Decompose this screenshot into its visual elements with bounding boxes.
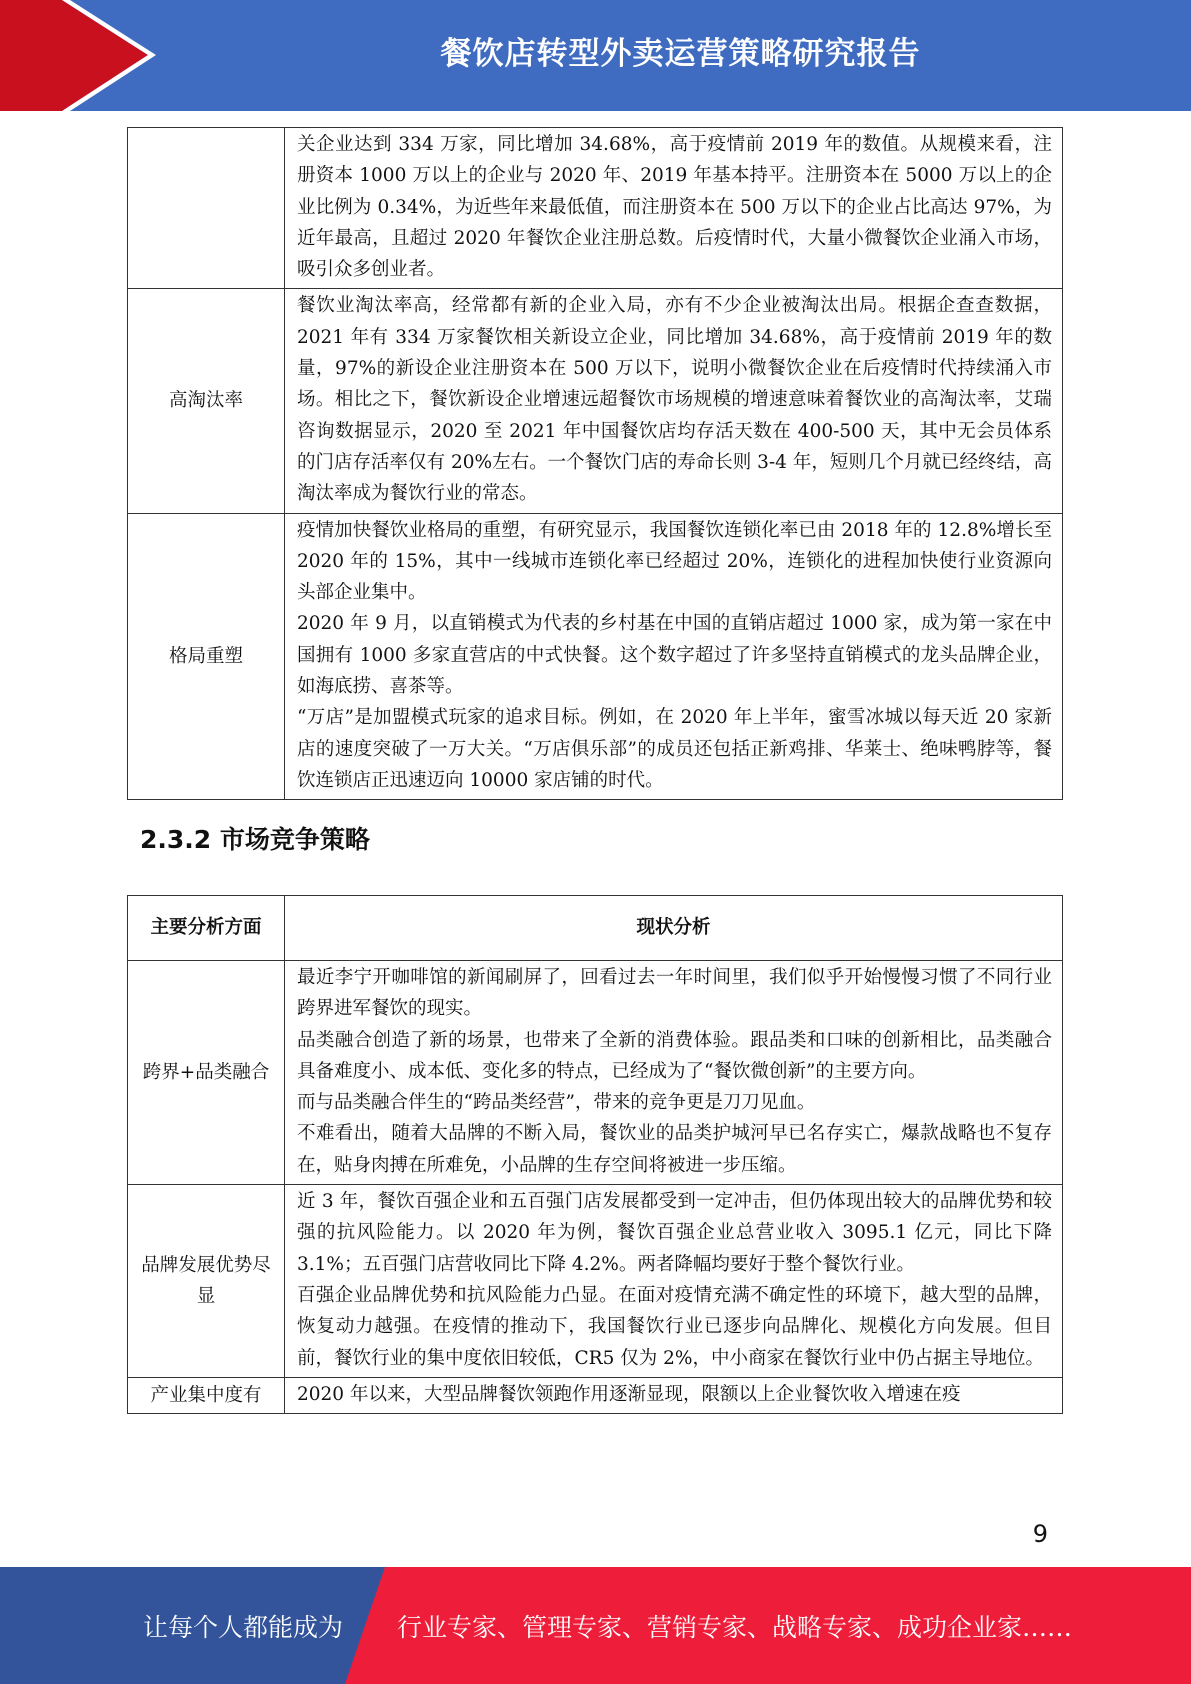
- analysis-paragraph: 关企业达到 334 万家，同比增加 34.68%，高于疫情前 2019 年的数值。从规模来看，注册资本 1000 万以上的企业与 2020 年、2019 年基本持平。注册资本在 5000 万以上的企业比例为 0.34%，为近些年来最低值，而注册资本在 500 万以下的企业占比高达 97%，为近年最高，且超过 2020 年餐饮企业注册总数。后疫情时代，大量小微餐饮企业涌入市场，吸引众多创业者。: [297, 134, 1052, 281]
- analysis-paragraph: 近 3 年，餐饮百强企业和五百强门店发展都受到一定冲击，但仍体现出较大的品牌优势和较强的抗风险能力。以 2020 年为例，餐饮百强企业总营业收入 3095.1 亿元，同比下降 3.1%；五百强门店营收同比下降 4.2%。两者降幅均要好于整个餐饮行业。: [297, 1191, 1052, 1275]
- column-header-analysis: 现状分析: [285, 896, 1063, 961]
- table-row: [128, 1185, 1063, 1378]
- analysis-paragraph: 最近李宁开咖啡馆的新闻刷屏了，回看过去一年时间里，我们似乎开始慢慢习惯了不同行业跨界进军餐饮的现实。: [297, 967, 1052, 1020]
- table-row: [128, 128, 1063, 289]
- footer-slogan-right: 行业专家、管理专家、营销专家、战略专家、成功企业家……: [397, 1612, 1073, 1642]
- footer-slogan-left: 让每个人都能成为: [143, 1612, 344, 1642]
- table-row: [128, 513, 1063, 800]
- aspect-cell: 品牌发展优势尽显: [128, 1185, 285, 1378]
- page-header: [0, 0, 1191, 111]
- analysis-cell: [285, 289, 1063, 513]
- table-row: [128, 961, 1063, 1185]
- analysis-table-continued: [127, 127, 1063, 800]
- analysis-paragraph: 2020 年 9 月，以直销模式为代表的乡村基在中国的直销店超过 1000 家，成为第一家在中国拥有 1000 多家直营店的中式快餐。这个数字超过了许多坚持直销模式的龙头品牌企业，如海底捞、喜茶等。: [297, 613, 1052, 698]
- report-title: 餐饮店转型外卖运营策略研究报告: [440, 35, 921, 72]
- analysis-cell: [285, 1377, 1063, 1413]
- analysis-paragraph: 疫情加快餐饮业格局的重塑，有研究显示，我国餐饮连锁化率已由 2018 年的 12.8%增长至 2020 年的 15%，其中一线城市连锁化率已经超过 20%，连锁化的进程加快使行业资源向头部企业集中。: [297, 519, 1052, 604]
- analysis-cell: [285, 1185, 1063, 1378]
- page-footer: [0, 1567, 1191, 1684]
- section-heading: 2.3.2 市场竞争策略: [140, 825, 370, 854]
- aspect-cell: 跨界+品类融合: [128, 961, 285, 1185]
- analysis-paragraph: 品类融合创造了新的场景，也带来了全新的消费体验。跟品类和口味的创新相比，品类融合具备难度小、成本低、变化多的特点，已经成为了“餐饮微创新”的主要方向。: [297, 1029, 1052, 1082]
- aspect-cell: [128, 128, 285, 289]
- analysis-cell: [285, 128, 1063, 289]
- analysis-paragraph: 百强企业品牌优势和抗风险能力凸显。在面对疫情充满不确定性的环境下，越大型的品牌，恢复动力越强。在疫情的推动下，我国餐饮行业已逐步向品牌化、规模化方向发展。但目前，餐饮行业的集中度依旧较低，CR5 仅为 2%，中小商家在餐饮行业中仍占据主导地位。: [297, 1284, 1052, 1369]
- table-row: [128, 289, 1063, 513]
- analysis-paragraph: 2020 年以来，大型品牌餐饮领跑作用逐渐显现，限额以上企业餐饮收入增速在疫: [297, 1383, 961, 1405]
- aspect-cell: 格局重塑: [128, 513, 285, 800]
- column-header-aspect: 主要分析方面: [128, 896, 285, 961]
- analysis-paragraph: 而与品类融合伴生的“跨品类经营”，带来的竞争更是刀刀见血。: [297, 1092, 816, 1114]
- aspect-cell: 高淘汰率: [128, 289, 285, 513]
- competition-strategy-table: [127, 895, 1063, 1414]
- analysis-paragraph: 不难看出，随着大品牌的不断入局，餐饮业的品类护城河早已名存实亡，爆款战略也不复存在，贴身肉搏在所难免，小品牌的生存空间将被进一步压缩。: [297, 1123, 1052, 1176]
- table-header-row: [128, 896, 1063, 961]
- table-row: [128, 1377, 1063, 1413]
- analysis-paragraph: 餐饮业淘汰率高，经常都有新的企业入局，亦有不少企业被淘汰出局。根据企查查数据，2021 年有 334 万家餐饮相关新设立企业，同比增加 34.68%，高于疫情前 2019 年的数量，97%的新设企业注册资本在 500 万以下，说明小微餐饮企业在后疫情时代持续涌入市场。相比之下，餐饮新设企业增速远超餐饮市场规模的增速意味着餐饮业的高淘汰率，艾瑞咨询数据显示，2020 至 2021 年中国餐饮店均存活天数在 400-500 天，其中无会员体系的门店存活率仅有 20%左右。一个餐饮门店的寿命长则 3-4 年，短则几个月就已经终结，高淘汰率成为餐饮行业的常态。: [297, 295, 1052, 505]
- analysis-cell: [285, 961, 1063, 1185]
- analysis-paragraph: “万店”是加盟模式玩家的追求目标。例如，在 2020 年上半年，蜜雪冰城以每天近 20 家新店的速度突破了一万大关。“万店俱乐部”的成员还包括正新鸡排、华莱士、绝味鸭脖等，餐饮连锁店正迅速迈向 10000 家店铺的时代。: [297, 707, 1052, 791]
- aspect-cell: 产业集中度有: [128, 1377, 285, 1413]
- analysis-cell: [285, 513, 1063, 800]
- page-number: 9: [1032, 1520, 1048, 1548]
